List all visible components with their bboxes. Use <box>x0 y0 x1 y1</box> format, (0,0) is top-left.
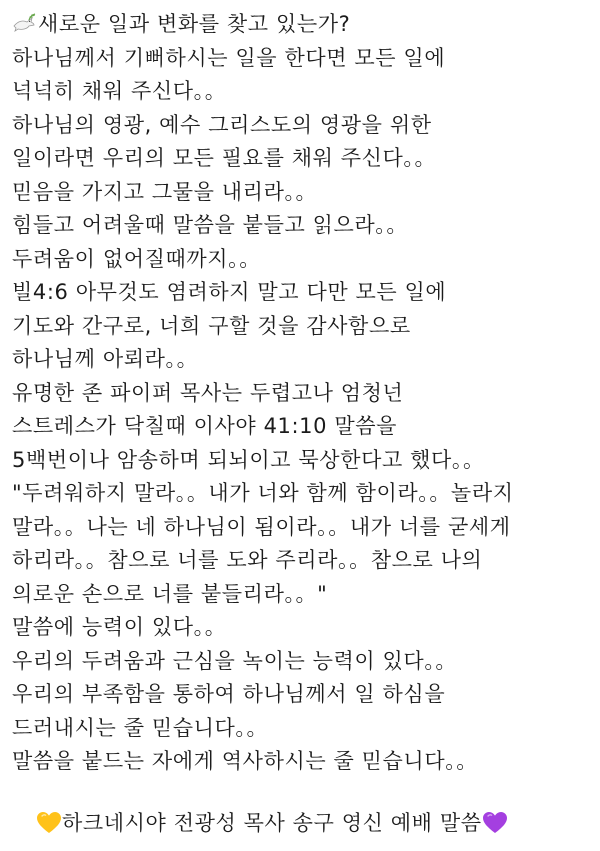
note-line: 우리의 부족함을 통하여 하나님께서 일 하심을 <box>12 682 446 706</box>
purple-heart-icon <box>482 810 508 836</box>
note-line: 하나님의 영광, 예수 그리스도의 영광을 위한 <box>12 112 432 137</box>
footer-text: 하크네시야 전광성 목사 송구 영신 예배 말씀 <box>62 811 482 835</box>
note-line: 힘들고 어려울때 말씀을 붙들고 읽으라。。 <box>12 213 408 237</box>
note-line: 5백번이나 암송하며 되뇌이고 묵상한다고 했다。。 <box>12 447 485 472</box>
note-line: 말라。。나는 네 하나님이 됨이라。。내가 너를 굳세게 <box>12 514 511 539</box>
note-line: 기도와 간구로, 너희 구할 것을 감사함으로 <box>12 313 411 338</box>
note-title: 새로운 일과 변화를 찾고 있는가? <box>38 12 351 36</box>
note-line: 유명한 존 파이퍼 목사는 두렵고나 엄청넌 <box>12 380 404 405</box>
yellow-heart-icon <box>36 810 62 836</box>
note-line: 말씀을 붙드는 자에게 역사하시는 줄 믿습니다。。 <box>12 749 478 773</box>
note-line: 스트레스가 닥칠때 이사야 41:10 말씀을 <box>12 414 398 438</box>
note-line: 의로운 손으로 너를 붙들리라。。" <box>12 581 328 606</box>
note-line: 드러내시는 줄 믿습니다。。 <box>12 715 269 740</box>
note-line: 믿음을 가지고 그물을 내리라。。 <box>12 179 318 204</box>
note-line: 일이라면 우리의 모든 필요를 채워 주신다。。 <box>12 146 437 170</box>
note-footer <box>36 806 596 840</box>
note-line: 빌4:6 아무것도 염려하지 말고 다만 모든 일에 <box>12 280 447 304</box>
note-line: 우리의 두려움과 근심을 녹이는 능력이 있다。。 <box>12 648 458 673</box>
note-line: 하리라。。참으로 너를 도와 주리라。。참으로 나의 <box>12 548 483 572</box>
note-line: 하나님께서 기뻐하시는 일을 한다면 모든 일에 <box>12 45 446 70</box>
note-line: 하나님께 아뢰라。。 <box>12 347 199 371</box>
note-line: 넉넉히 채워 주신다。。 <box>12 79 227 103</box>
note-line: "두려워하지 말라。。내가 너와 함께 함이라。。놀라지 <box>12 481 514 505</box>
dove-with-olive-branch-icon <box>12 12 36 34</box>
note-title-line <box>12 8 592 42</box>
sermon-note <box>12 8 592 779</box>
note-line: 말씀에 능력이 있다。。 <box>12 615 227 639</box>
note-line: 두려움이 없어질때까지。。 <box>12 246 261 271</box>
